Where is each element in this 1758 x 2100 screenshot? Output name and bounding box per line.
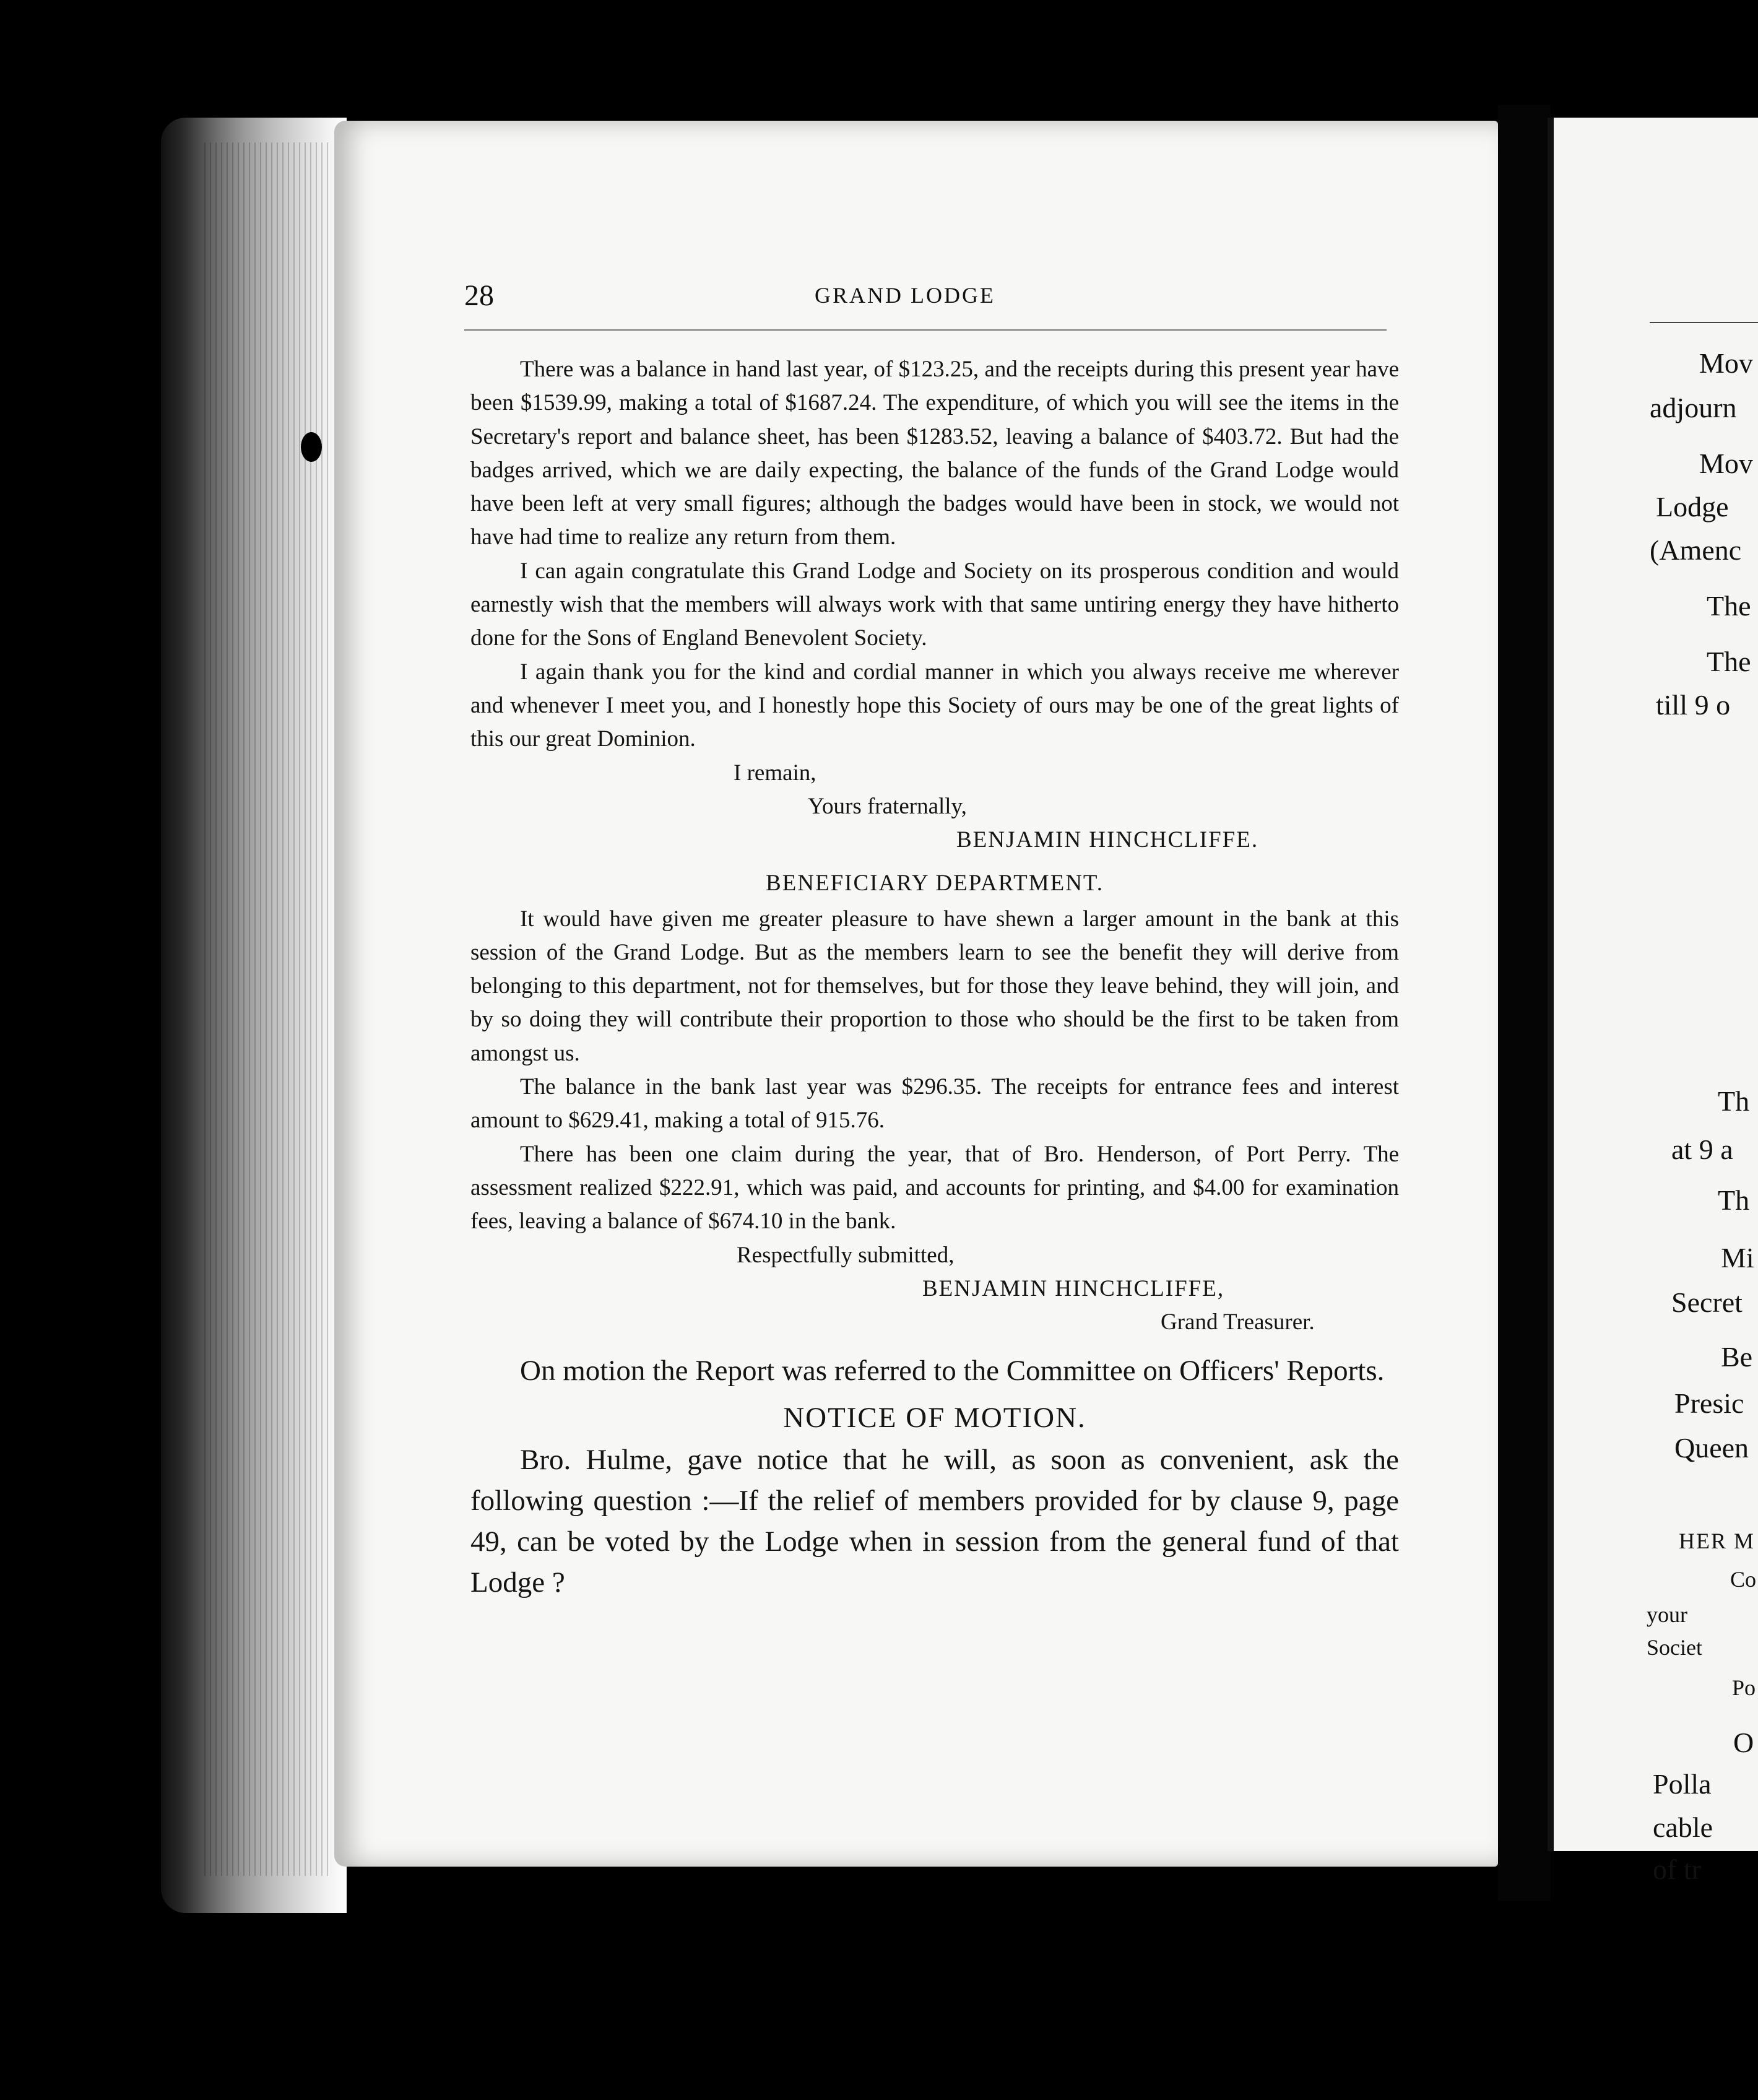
section-heading: BENEFICIARY DEPARTMENT. [765, 870, 1104, 896]
book-gutter [1498, 105, 1551, 1901]
running-head: GRAND LODGE [815, 283, 995, 308]
right-fragment: till 9 o [1656, 689, 1731, 721]
closing-fraternally: Yours fraternally, [808, 793, 967, 819]
right-fragment: Lodge [1656, 491, 1729, 523]
right-fragment: Th [1718, 1085, 1750, 1117]
right-fragment: Polla [1653, 1768, 1712, 1800]
paragraph: I again thank you for the kind and cordial manner in which you always receive me wherever and whenever I meet you, and I honestly hope this Society of ours may be one of the great lights of this our great Dominion. [470, 659, 1399, 752]
right-fragment: Mov [1699, 448, 1753, 479]
right-fragment: (Amenc [1650, 534, 1742, 566]
punch-hole [301, 432, 322, 462]
right-fragment: The [1707, 590, 1751, 622]
right-fragment: Th [1718, 1184, 1750, 1216]
right-fragment: Mi [1721, 1242, 1754, 1273]
page-header [464, 279, 1393, 316]
motion-text: On motion the Report was referred to the Committee on Officers' Reports. [520, 1354, 1385, 1387]
header-rule [464, 329, 1387, 331]
right-fragment: O [1733, 1727, 1754, 1758]
page-body [470, 353, 1399, 1603]
paragraph: There was a balance in hand last year, of $123.25, and the receipts during this present year have been $1539.99, making a total of $1687.24. The expenditure, of which you will see the items in the Secretary's report and balance sheet, has been $1283.52, leaving a balance of $403.72. But had the badges arrived, which we are daily expecting, the balance of the funds of the Grand Lodge would have been left at very small figures; although the badges would have been in stock, we would not have had time to realize any return from them. [470, 357, 1399, 550]
signature: BENJAMIN HINCHCLIFFE. [956, 827, 1259, 853]
paragraph: There has been one claim during the year, that of Bro. Henderson, of Port Perry. The assessment realized $222.91, which was paid, and accounts for printing, and $4.00 for examination fees, leaving a balance of $674.10 in the bank. [470, 1141, 1399, 1234]
right-fragment: adjourn [1650, 392, 1737, 423]
right-fragment: Presic [1674, 1387, 1744, 1419]
right-fragment: Societ [1647, 1635, 1702, 1660]
right-fragment: Secret [1671, 1286, 1743, 1318]
page-edges [204, 142, 328, 1876]
right-fragment: cable [1653, 1811, 1713, 1843]
right-fragment: at 9 a [1671, 1134, 1733, 1165]
page-number: 28 [464, 279, 494, 312]
paragraph: It would have given me greater pleasure to have shewn a larger amount in the bank at this session of the Grand Lodge. But as the members learn to see the benefit they will derive from belonging to this department, not for themselves, but for those they leave behind, they will join, and by so doing they will contribute their proportion to those who should be the first to be taken from amongst us. [470, 906, 1399, 1066]
notice-heading: NOTICE OF MOTION. [783, 1401, 1086, 1434]
right-fragment: Mov [1699, 347, 1753, 379]
right-fragment: your [1647, 1602, 1687, 1627]
right-fragment: Po [1732, 1675, 1756, 1700]
signature: BENJAMIN HINCHCLIFFE, [922, 1275, 1225, 1301]
right-fragment: Queen [1674, 1432, 1749, 1464]
right-page-rule [1650, 322, 1758, 323]
right-fragment: The [1707, 646, 1751, 677]
closing-remain: I remain, [734, 760, 816, 786]
right-fragment: Be [1721, 1341, 1753, 1373]
signature-title: Grand Treasurer. [1161, 1309, 1315, 1335]
paragraph: The balance in the bank last year was $296.35. The receipts for entrance fees and interest amount to $629.41, making a total of 915.76. [470, 1074, 1399, 1134]
closing-submitted: Respectfully submitted, [737, 1242, 955, 1268]
right-fragment: HER M [1679, 1529, 1756, 1553]
paragraph: I can again congratulate this Grand Lodge and Society on its prosperous condition and would earnestly wish that the members will always work with that same untiring energy they have hitherto done for the Sons of England Benevolent Society. [470, 558, 1399, 651]
right-fragment: Co [1730, 1567, 1757, 1592]
right-fragment: of tr [1653, 1854, 1701, 1885]
notice-text: Bro. Hulme, gave notice that he will, as soon as convenient, ask the following question :—If the relief of members provided for by clause 9, page 49, can be voted by the Lodge when in session from the general fund of that Lodge ? [470, 1443, 1399, 1599]
